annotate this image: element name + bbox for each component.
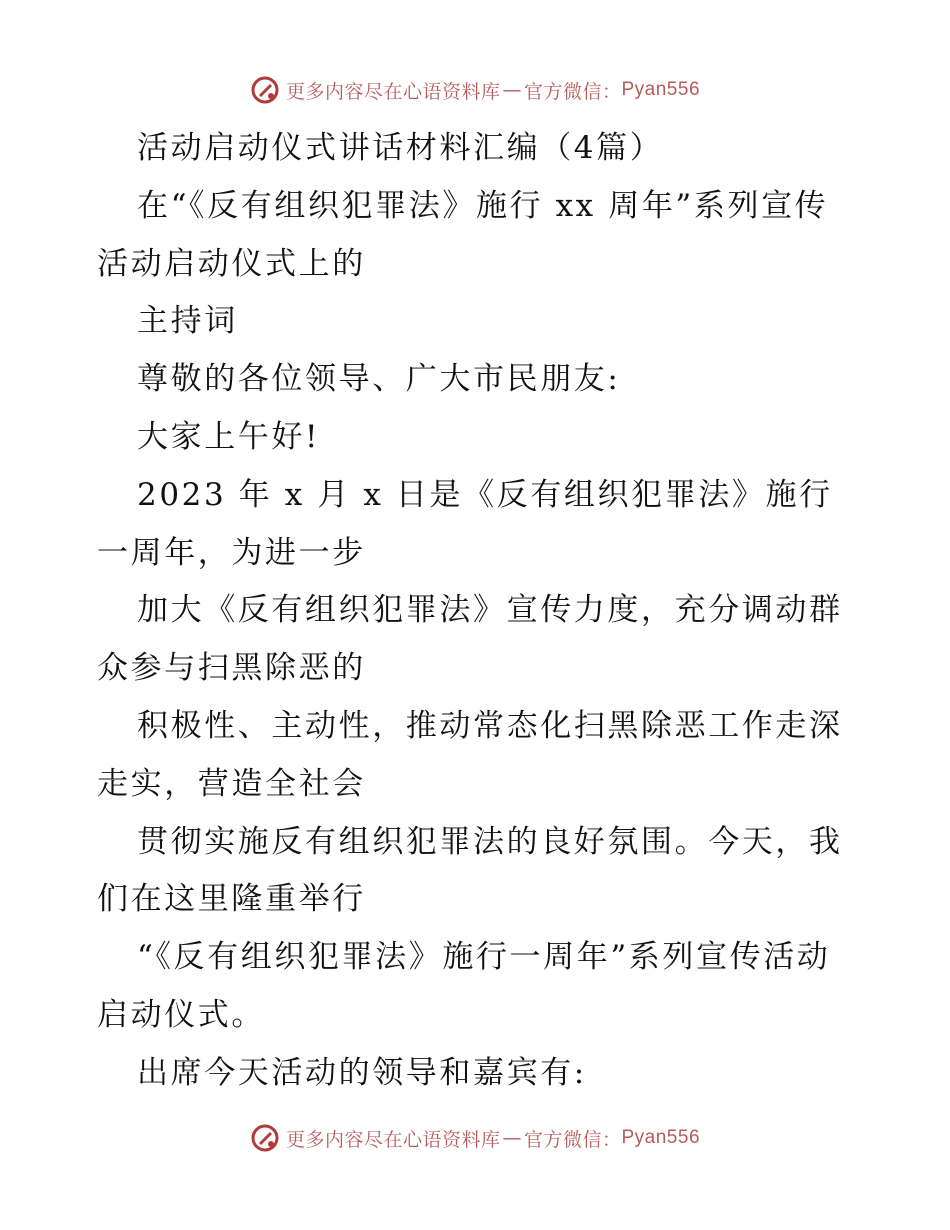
- paragraph-subheading: 主持词: [137, 303, 238, 340]
- paragraph-body: 积极性、主动性，推动常态化扫黑除恶工作走深走实，营造全社会: [97, 707, 843, 802]
- watermark-handle: Pyan556: [621, 79, 701, 100]
- watermark-separator: —: [502, 79, 522, 101]
- paragraph-salutation: 尊敬的各位领导、广大市民朋友:: [137, 361, 621, 398]
- paragraph-body: 出席今天活动的领导和嘉宾有:: [137, 1054, 587, 1091]
- paragraph-greeting: 大家上午好!: [137, 418, 321, 455]
- document-body: [97, 120, 857, 1103]
- watermark-brand: 更多内容尽在心语资料库: [285, 1128, 501, 1151]
- watermark-brand: 更多内容尽在心语资料库: [285, 80, 501, 103]
- paragraph-heading: 在“《反有组织犯罪法》施行 xx 周年”系列宣传活动启动仪式上的: [97, 187, 829, 282]
- brand-logo-icon: [250, 75, 280, 105]
- watermark-handle: Pyan556: [621, 1127, 701, 1148]
- watermark-channel: 官方微信：: [523, 80, 622, 103]
- paragraph-body: 加大《反有组织犯罪法》宣传力度，充分调动群众参与扫黑除恶的: [97, 592, 843, 687]
- watermark-channel: 官方微信：: [523, 1128, 622, 1151]
- paragraph-body: 2023 年 x 月 x 日是《反有组织犯罪法》施行一周年，为进一步: [97, 476, 833, 571]
- footer-watermark: [0, 1118, 950, 1158]
- paragraph-body: “《反有组织犯罪法》施行一周年”系列宣传活动启动仪式。: [97, 939, 831, 1033]
- paragraph-body: 贯彻实施反有组织犯罪法的良好氛围。今天，我们在这里隆重举行: [97, 823, 843, 918]
- brand-logo-icon: [250, 1123, 280, 1153]
- header-watermark: [0, 70, 950, 110]
- document-title: 活动启动仪式讲话材料汇编（4篇）: [137, 130, 664, 166]
- watermark-separator: —: [502, 1127, 522, 1149]
